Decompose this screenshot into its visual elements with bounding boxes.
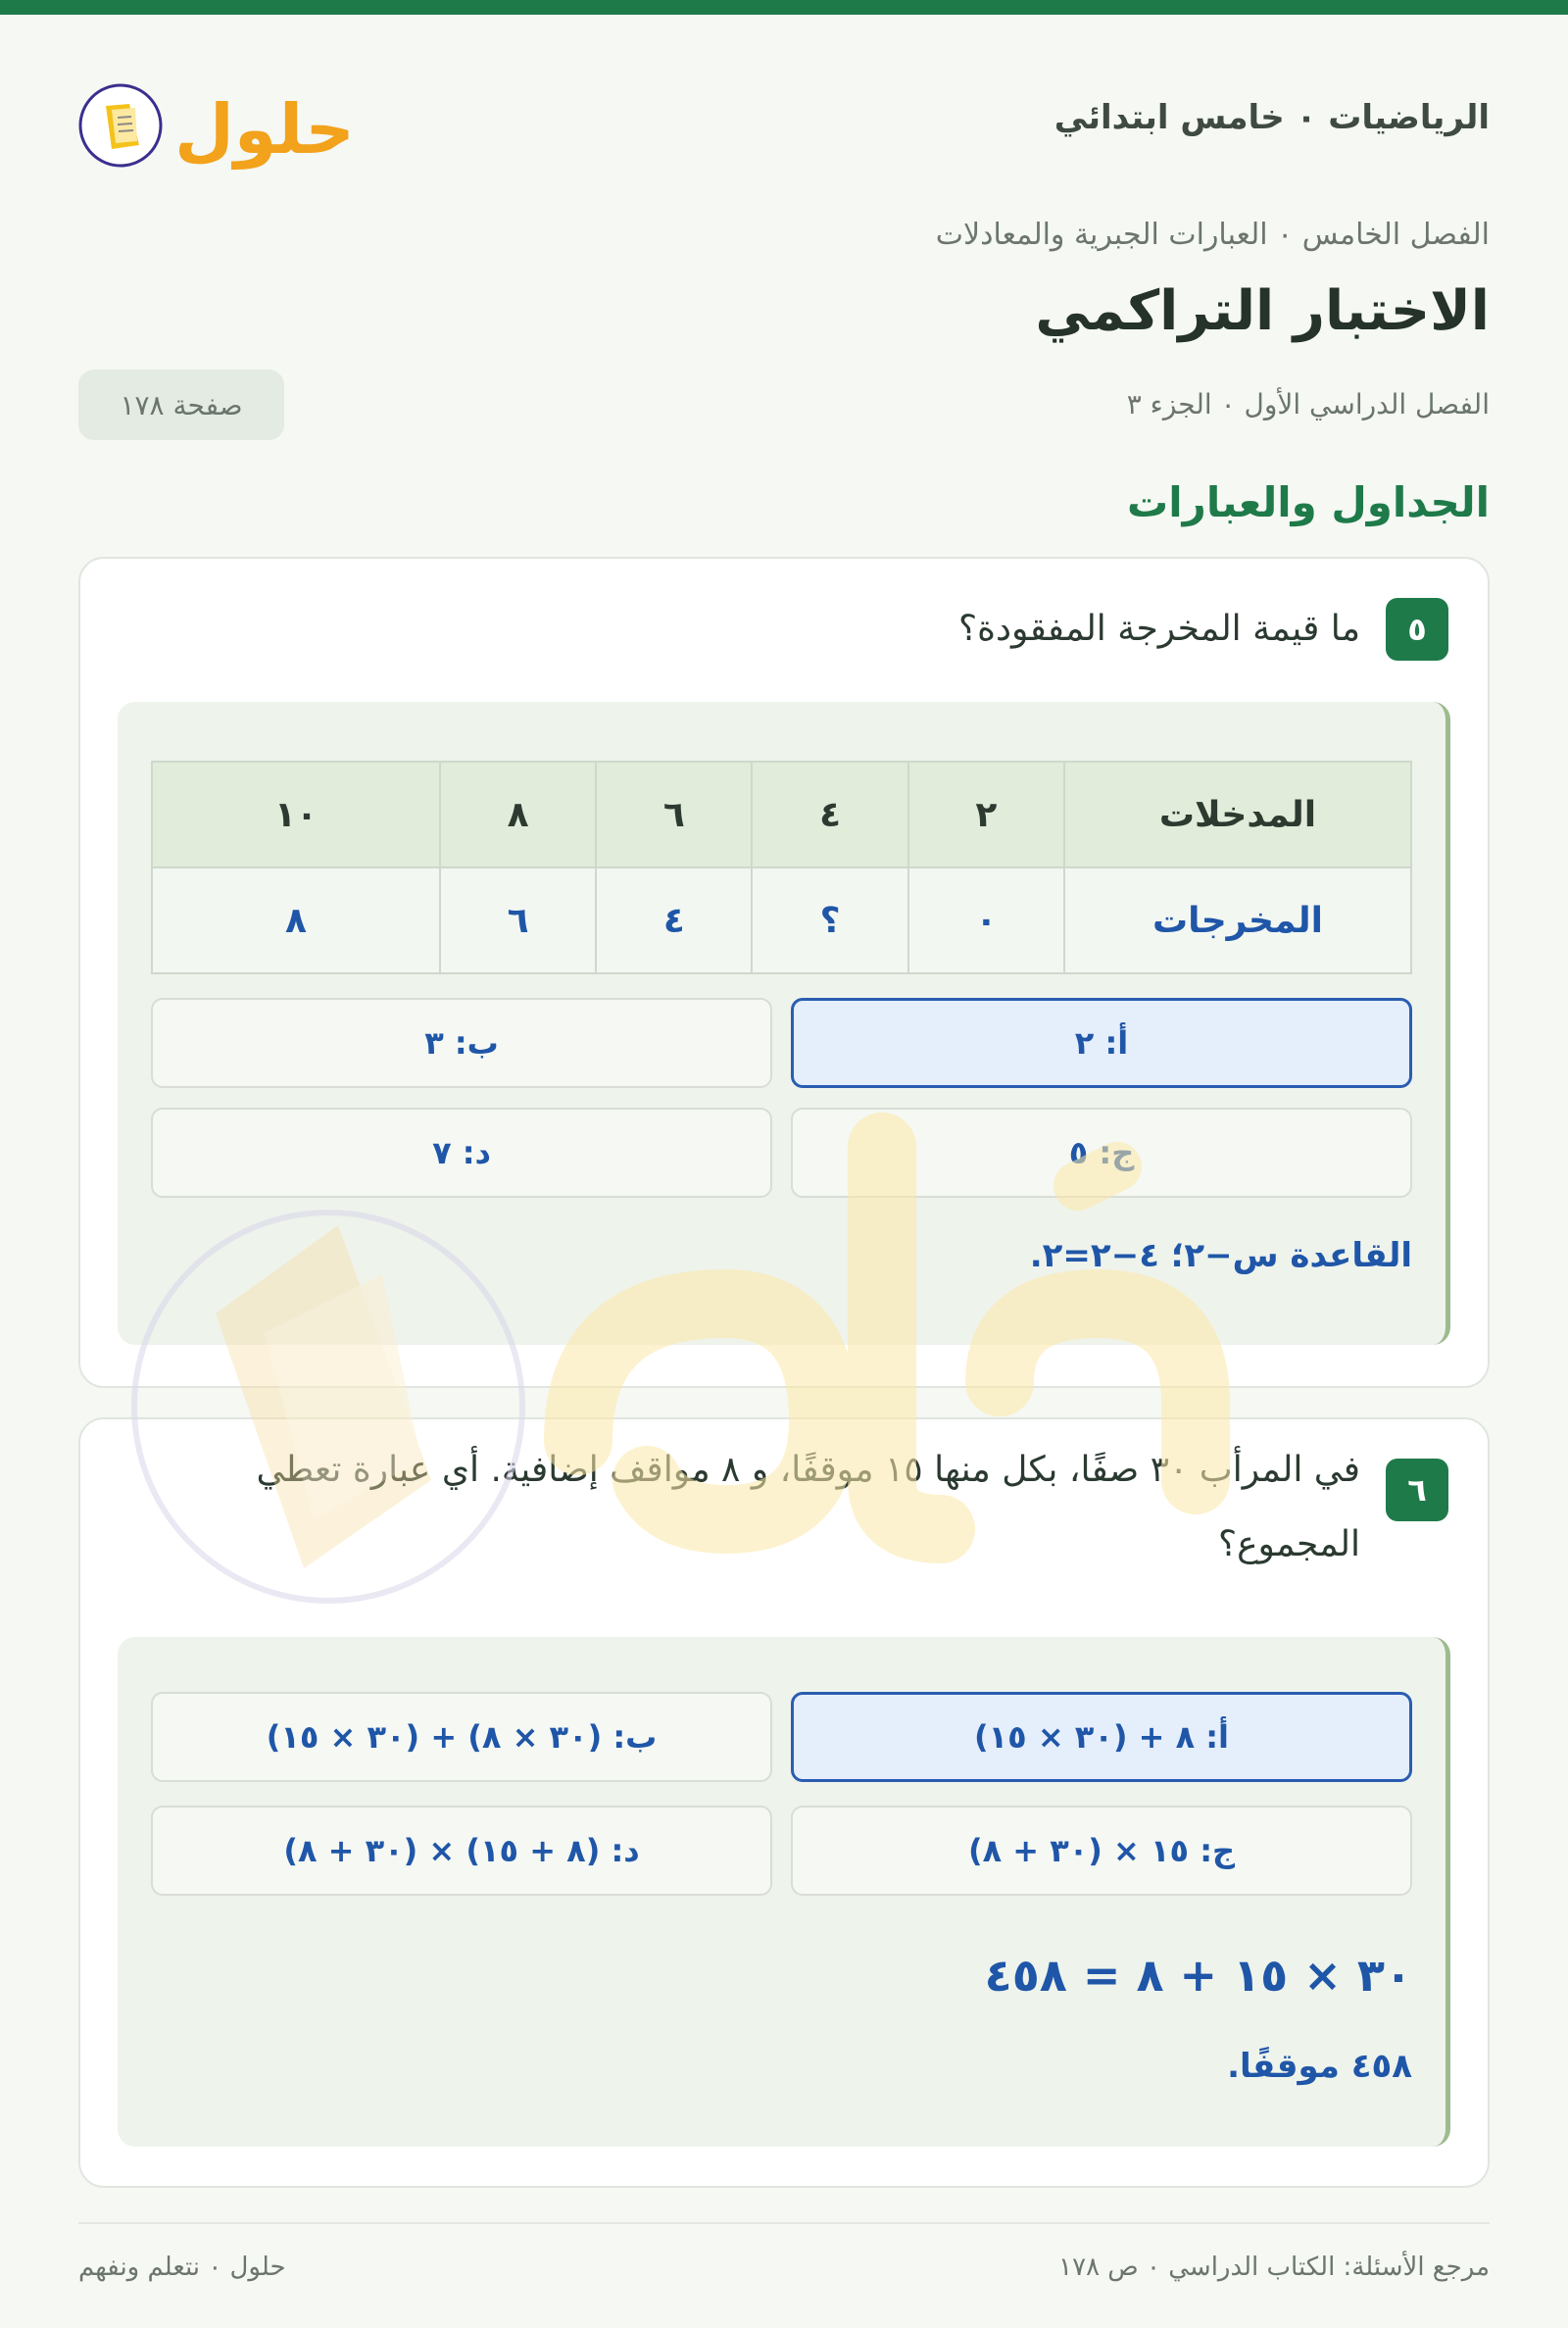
inputs-label: المدخلات <box>1064 762 1411 867</box>
option-b-expression: (٣٠ × ١٥) + (٣٠ × ٨) <box>266 1718 603 1756</box>
option-a-expression: (٣٠ × ١٥) + ٨ <box>974 1718 1196 1756</box>
page-number-badge: صفحة ١٧٨ <box>78 370 284 440</box>
solution-equation-text: ٣٠ × ١٥ + ٨ = ٤٥٨ <box>984 1949 1412 2002</box>
question-card-5 <box>78 557 1490 1388</box>
question-text: ما قيمة المخرجة المفقودة؟ <box>957 609 1360 649</box>
semester-label: الفصل الدراسي الأول ٠ الجزء ٣ <box>1126 388 1490 421</box>
option-c-label: ج: <box>1200 1832 1236 1869</box>
option-b-label: ب: <box>612 1718 658 1756</box>
footer-divider <box>78 2222 1490 2224</box>
outputs-row <box>152 867 1411 973</box>
input-cell: ٦ <box>596 762 752 867</box>
question-number-badge: ٥ <box>1386 598 1448 661</box>
option-b[interactable]: ب: ٣ <box>151 998 772 1088</box>
rule-explanation: القاعدة س−٢؛ ٤−٢=٢. <box>1029 1236 1412 1275</box>
question-number-badge: ٦ <box>1386 1459 1448 1521</box>
section-title: الجداول والعبارات <box>1127 478 1490 526</box>
solution-equation <box>985 1949 1412 2002</box>
hulul-logo[interactable] <box>78 69 363 176</box>
option-c-expression: (٣٠ + ٨) × ١٥ <box>967 1832 1190 1869</box>
output-cell: ٠ <box>908 867 1064 973</box>
footer-reference: مرجع الأسئلة: الكتاب الدراسي ٠ ص ١٧٨ <box>1058 2253 1490 2282</box>
question-card-6 <box>78 1417 1490 2188</box>
input-cell: ٨ <box>440 762 596 867</box>
question-text: في المرأب ٣٠ صفًا، بكل منها ١٥ موقفًا، و ٨ مواقف إضافية. أي عبارة تعطي المجموع؟ <box>256 1450 1360 1564</box>
option-b[interactable] <box>151 1692 772 1782</box>
option-d-expression: (٣٠ + ٨) × (٨ + ١٥) <box>283 1832 601 1869</box>
input-cell: ١٠ <box>152 762 440 867</box>
option-d[interactable] <box>151 1806 772 1896</box>
input-output-table <box>151 761 1412 974</box>
logo-mark-icon <box>78 69 363 176</box>
subject-label: الرياضيات ٠ خامس ابتدائي <box>1054 98 1490 137</box>
output-cell: ٨ <box>152 867 440 973</box>
page-title: الاختبار التراكمي <box>1035 279 1490 343</box>
output-cell: ؟ <box>752 867 907 973</box>
footer-brand: حلول ٠ نتعلم ونفهم <box>78 2253 286 2282</box>
option-c[interactable]: ج: ٥ <box>791 1108 1412 1198</box>
page-header <box>78 69 1490 176</box>
option-d-label: د: <box>611 1832 640 1869</box>
top-accent-bar <box>0 0 1568 15</box>
option-d[interactable]: د: ٧ <box>151 1108 772 1198</box>
option-a-selected[interactable] <box>791 1692 1412 1782</box>
input-cell: ٤ <box>752 762 907 867</box>
output-cell: ٤ <box>596 867 752 973</box>
chapter-subtitle: الفصل الخامس ٠ العبارات الجبرية والمعادلات <box>935 218 1490 252</box>
output-cell: ٦ <box>440 867 596 973</box>
answer-panel <box>118 1637 1450 2147</box>
option-a-selected[interactable]: أ: ٢ <box>791 998 1412 1088</box>
answer-panel <box>118 702 1450 1345</box>
option-a-label: أ: <box>1205 1718 1229 1756</box>
inputs-row <box>152 762 1411 867</box>
final-answer: ٤٥٨ موقفًا. <box>1227 2047 1412 2086</box>
outputs-label: المخرجات <box>1064 867 1411 973</box>
svg-text:حلول: حلول <box>174 89 355 170</box>
input-cell: ٢ <box>908 762 1064 867</box>
option-c[interactable] <box>791 1806 1412 1896</box>
